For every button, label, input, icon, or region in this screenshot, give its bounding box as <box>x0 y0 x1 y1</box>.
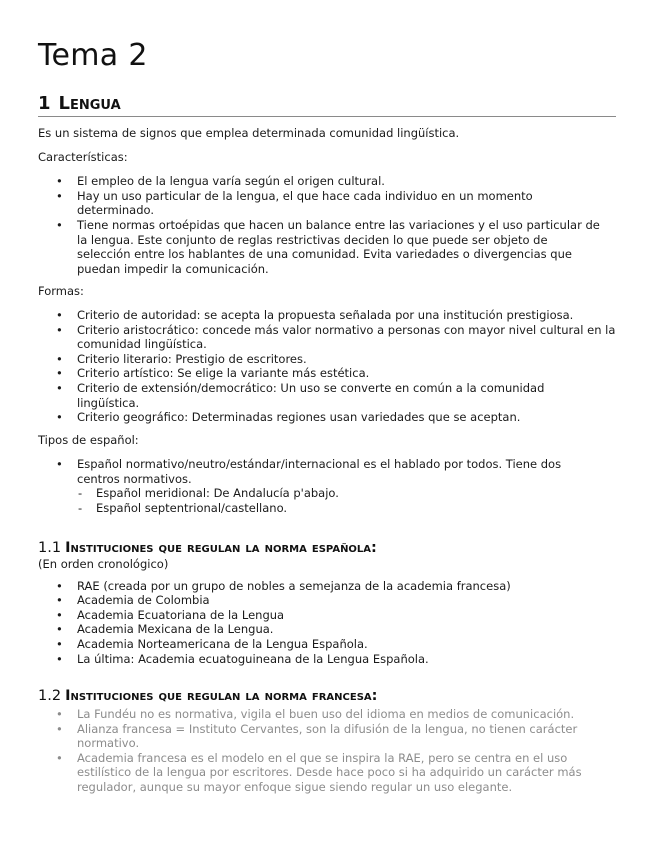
list-item: • Criterio artístico: Se elige la variante más estética. <box>38 366 618 381</box>
order-note: (En orden cronológico) <box>38 557 169 571</box>
section-1-heading <box>38 93 616 117</box>
list-item: • Academia Mexicana de la Lengua. <box>38 622 618 637</box>
section-1-1 <box>38 539 618 666</box>
section-1-body <box>38 126 618 516</box>
list-item: • La última: Academia ecuatoguineana de la Lengua Española. <box>38 652 618 667</box>
list-item: • Criterio aristocrático: concede más valor normativo a personas con mayor nivel cultural en la comunidad lingüística. <box>38 323 618 352</box>
formas-label: Formas: <box>38 284 84 299</box>
intro-paragraph: Es un sistema de signos que emplea determinada comunidad lingüística. <box>38 126 460 140</box>
list-item: • El empleo de la lengua varía según el origen cultural. <box>38 174 604 189</box>
section-1-number: 1 <box>38 93 51 114</box>
list-item: • Academia Norteamericana de la Lengua Española. <box>38 637 618 652</box>
list-item: • Criterio literario: Prestigio de escritores. <box>38 352 618 367</box>
caracteristicas-list <box>38 174 604 276</box>
tipos-list <box>38 457 604 515</box>
section-1-2-title: Instituciones que regulan la norma francesa: <box>65 688 378 704</box>
section-1-1-title: Instituciones que regulan la norma española: <box>65 540 377 556</box>
instituciones-francesas-list <box>38 707 604 795</box>
list-item: • Academia francesa es el modelo en el que se inspira la RAE, pero se centra en el uso estilístico de la lengua por escritores. Desde hace poco si ha adquirido un carácter más regulador, aunque su mayor enfoque sigue siendo regular un uso elegante. <box>38 751 604 795</box>
list-item: • Hay un uso particular de la lengua, el que hace cada individuo en un momento determinado. <box>38 189 604 218</box>
list-item: • Tiene normas ortoépidas que hacen un balance entre las variaciones y el uso particular de la lengua. Este conjunto de reglas restrictivas deciden lo que puede ser objeto de selección entre los hablantes de una comunidad. Evita variedades o divergencias que puedan impedir la comunicación. <box>38 218 604 276</box>
list-item: • Criterio de autoridad: se acepta la propuesta señalada por una institución prestigiosa. <box>38 308 618 323</box>
document-title: Tema 2 <box>38 38 148 73</box>
list-subitem: - Español septentrional/castellano. <box>38 501 604 516</box>
list-item: • Alianza francesa = Instituto Cervantes, son la difusión de la lengua, no tienen carácter normativo. <box>38 722 604 751</box>
list-item: • Criterio de extensión/democrático: Un uso se converte en común a la comunidad lingüística. <box>38 381 618 410</box>
section-1-1-number: 1.1 <box>38 540 62 556</box>
list-item: • La Fundéu no es normativa, vigila el buen uso del idioma en medios de comunicación. <box>38 707 604 722</box>
list-item: • Español normativo/neutro/estándar/internacional es el hablado por todos. Tiene dos centros normativos. <box>38 457 604 486</box>
formas-list <box>38 308 618 425</box>
list-item: • Criterio geográfico: Determinadas regiones usan variedades que se aceptan. <box>38 410 618 425</box>
section-1-2-number: 1.2 <box>38 688 62 704</box>
caracteristicas-label: Características: <box>38 149 128 164</box>
section-1-2-heading <box>38 687 618 705</box>
section-1-title: Lengua <box>58 93 121 114</box>
list-subitem: - Español meridional: De Andalucía p'abajo. <box>38 486 604 501</box>
list-item: • Academia de Colombia <box>38 593 618 608</box>
instituciones-espanolas-list <box>38 579 618 667</box>
list-item: • RAE (creada por un grupo de nobles a semejanza de la academia francesa) <box>38 579 618 594</box>
section-1-2 <box>38 687 618 795</box>
section-1-1-heading <box>38 539 618 557</box>
tipos-label: Tipos de español: <box>38 432 139 447</box>
list-item: • Academia Ecuatoriana de la Lengua <box>38 608 618 623</box>
